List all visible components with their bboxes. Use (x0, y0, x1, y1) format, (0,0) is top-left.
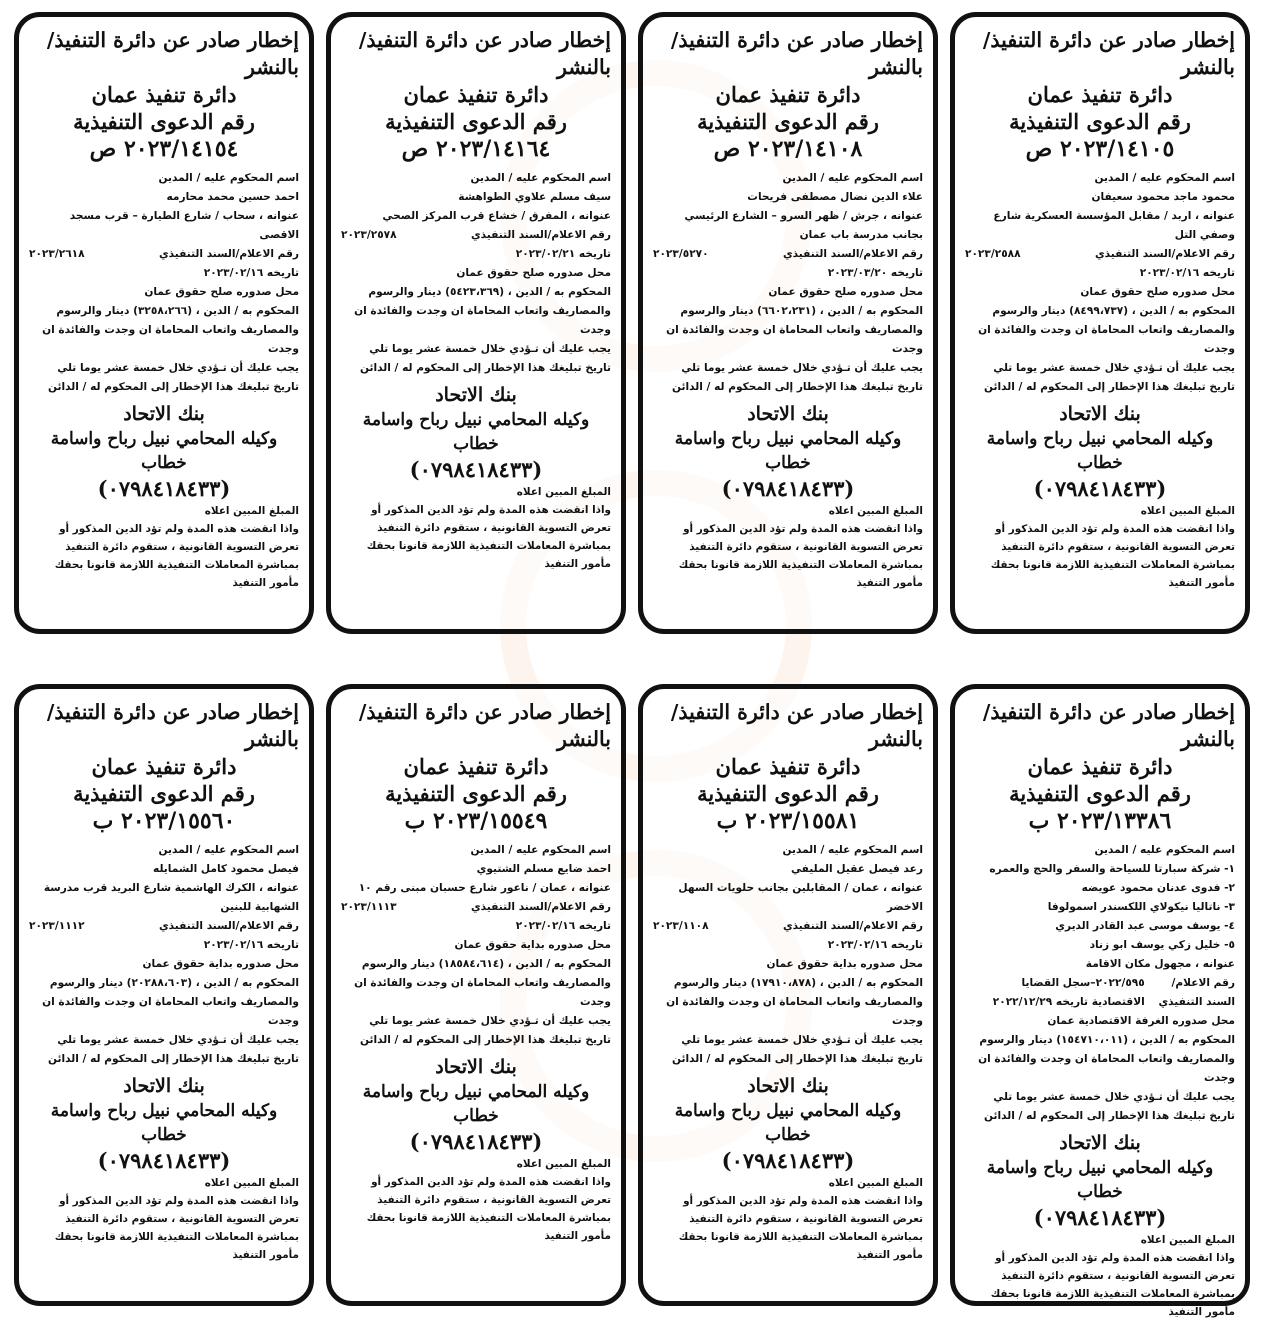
notice-footer (653, 1174, 923, 1264)
notice-card (14, 12, 314, 634)
case-number: ٢٠٢٣/١٥٥٦٠ ب (92, 808, 236, 834)
issuing-court: محل صدوره بداية حقوق عمان (142, 958, 299, 970)
issuing-court: محل صدوره صلح حقوق عمان (144, 286, 299, 298)
document-row (653, 917, 923, 936)
document-label: رقم الاعلام/السند التنفيذي (470, 229, 611, 241)
issuing-court: محل صدوره صلح حقوق عمان (1080, 286, 1235, 298)
payment-instruction: يجب عليك أن تـؤدي خلال خمسة عشر يوما تلي تاريخ تبليغك هذا الإخطار إلى المحكوم له / الدائن (672, 362, 923, 393)
debtor-label: اسم المحكوم عليه / المدين (1094, 844, 1235, 856)
department-name: دائرة تنفيذ عمان (91, 82, 237, 107)
notice-card (326, 684, 626, 1306)
payment-instruction: يجب عليك أن تـؤدي خلال خمسة عشر يوما تلي تاريخ تبليغك هذا الإخطار إلى المحكوم له / الدائن (360, 1015, 611, 1046)
debtor-label: اسم المحكوم عليه / المدين (782, 844, 923, 856)
notice-body (341, 841, 611, 1050)
document-label: رقم الاعلام/السند التنفيذي (782, 248, 923, 260)
document-date: تاريخه ٢٠٢٣/٠٢/١٦ (515, 920, 611, 932)
debtor-list (29, 188, 299, 207)
amount-note: المبلغ المبين اعلاه (516, 1158, 611, 1170)
judgment-amount: المحكوم به / الدين ، (١٧٩١٠،٨٧٨) دينار والرسوم والمصاريف واتعاب المحاماة ان وجدت والفائدة ان وجدت (666, 977, 923, 1027)
lawyer-name: وكيله المحامي نبيل رباح واسامة خطاب (674, 429, 902, 473)
document-label: رقم الاعلام/السند التنفيذي (782, 920, 923, 932)
notice-card (14, 684, 314, 1306)
payment-instruction: يجب عليك أن تـؤدي خلال خمسة عشر يوما تلي تاريخ تبليغك هذا الإخطار إلى المحكوم له / الدائن (672, 1034, 923, 1065)
department-name: دائرة تنفيذ عمان (91, 754, 237, 779)
document-label: رقم الاعلام/السند التنفيذي (1094, 248, 1235, 260)
payment-instruction: يجب عليك أن تـؤدي خلال خمسة عشر يوما تلي تاريخ تبليغك هذا الإخطار إلى المحكوم له / الدائن (984, 1091, 1235, 1122)
document-number: ٢٠٢٣/٢٦١٨ (29, 248, 85, 260)
payment-instruction: يجب عليك أن تـؤدي خلال خمسة عشر يوما تلي تاريخ تبليغك هذا الإخطار إلى المحكوم له / الدائن (48, 1034, 299, 1065)
enforcement-officer: مأمور التنفيذ (232, 577, 299, 589)
amount-note: المبلغ المبين اعلاه (828, 505, 923, 517)
debtor-list (965, 188, 1235, 207)
case-label: رقم الدعوى التنفيذية (697, 781, 879, 806)
document-number: ٢٠٢٣/١١١٣ (341, 901, 397, 913)
notice-footer (29, 502, 299, 592)
lawyer-name: وكيله المحامي نبيل رباح واسامة خطاب (362, 1082, 590, 1126)
notice-title: إخطار صادر عن دائرة التنفيذ/ بالنشر (670, 28, 923, 79)
enforcement-warning: واذا انقضت هذه المدة ولم تؤد الدين المذكور أو تعرض التسوية القانونية ، ستقوم دائرة التنفيذ بمباشرة المعاملات التنفيذية اللازمة قانونا بحقك (990, 523, 1235, 571)
creditor-bank: بنك الاتحاد (1059, 403, 1141, 425)
enforcement-warning: واذا انقضت هذه المدة ولم تؤد الدين المذكور أو تعرض التسوية القانونية ، ستقوم دائرة التنفيذ بمباشرة المعاملات التنفيذية اللازمة قانونا بحقك (678, 1195, 923, 1243)
document-row (965, 974, 1235, 1012)
enforcement-warning: واذا انقضت هذه المدة ولم تؤد الدين المذكور أو تعرض التسوية القانونية ، ستقوم دائرة التنفيذ بمباشرة المعاملات التنفيذية اللازمة قانونا بحقك (366, 1176, 611, 1224)
lawyer-name: وكيله المحامي نبيل رباح واسامة خطاب (50, 429, 278, 473)
lawyer-name: وكيله المحامي نبيل رباح واسامة خطاب (362, 410, 590, 454)
issuing-court: محل صدوره الغرفة الاقتصادية عمان (1047, 1015, 1235, 1027)
lawyer-name: وكيله المحامي نبيل رباح واسامة خطاب (986, 429, 1214, 473)
notice-footer (965, 502, 1235, 592)
creditor-bank: بنك الاتحاد (747, 403, 829, 425)
department-name: دائرة تنفيذ عمان (715, 754, 861, 779)
notice-footer (965, 1231, 1235, 1321)
document-number: ٢٠٢٢/٥٩٥–سجل القضايا الاقتصادية تاريخه ٢٠٢٢/١٢/٢٩ (992, 977, 1145, 1008)
debtor-address: عنوانه ، الكرك الهاشمية شارع البريد قرب مدرسة الشهابية للبنين (43, 882, 299, 913)
case-label: رقم الدعوى التنفيذية (1009, 109, 1191, 134)
enforcement-officer: مأمور التنفيذ (1168, 577, 1235, 589)
document-date: تاريخه ٢٠٢٣/٠٢/١٦ (827, 939, 923, 951)
notice-body (653, 169, 923, 397)
debtor-name: ١- شركة سبارتا للسياحة والسفر والحج والعمره (989, 863, 1235, 875)
notice-body (29, 169, 299, 397)
document-date: تاريخه ٢٠٢٣/٠٣/٢٠ (827, 267, 923, 279)
case-number: ٢٠٢٣/١٣٣٨٦ ب (1028, 808, 1172, 834)
debtor-label: اسم المحكوم عليه / المدين (158, 172, 299, 184)
notice-footer (653, 502, 923, 592)
enforcement-officer: مأمور التنفيذ (1168, 1306, 1235, 1318)
document-row (29, 245, 299, 264)
notice-title: إخطار صادر عن دائرة التنفيذ/ بالنشر (46, 700, 299, 751)
document-number: ٢٠٢٣/١١٠٨ (653, 920, 709, 932)
debtor-address: عنوانه ، جرش / ظهر السرو – الشارع الرئيسي بجانب مدرسة باب عمان (684, 210, 923, 241)
enforcement-warning: واذا انقضت هذه المدة ولم تؤد الدين المذكور أو تعرض التسوية القانونية ، ستقوم دائرة التنفيذ بمباشرة المعاملات التنفيذية اللازمة قانونا بحقك (54, 523, 299, 571)
debtor-label: اسم المحكوم عليه / المدين (470, 844, 611, 856)
notice-body (965, 169, 1235, 397)
notices-grid (14, 12, 1250, 1318)
notice-body (341, 169, 611, 378)
lawyer-phone: (٠٧٩٨٤١٨٤٣٣) (97, 1148, 231, 1173)
debtor-name: محمود ماجد محمود سعيفان (1091, 191, 1235, 203)
debtor-name: ٥- خليل زكي يوسف ابو زناد (1089, 939, 1235, 951)
notice-card (638, 684, 938, 1306)
enforcement-officer: مأمور التنفيذ (232, 1249, 299, 1261)
debtor-label: اسم المحكوم عليه / المدين (158, 844, 299, 856)
judgment-amount: المحكوم به / الدين ، (٨٤٩٩،٧٣٧) دينار والرسوم والمصاريف واتعاب المحاماة ان وجدت والفائدة ان وجدت (978, 305, 1235, 355)
judgment-amount: المحكوم به / الدين ، (١٥٤٧١٠،٠١١) دينار والرسوم والمصاريف واتعاب المحاماة ان وجدت والفائدة ان وجدت (978, 1034, 1235, 1084)
debtor-address: عنوانه ، مجهول مكان الاقامة (1085, 958, 1235, 970)
debtor-address: عنوانه ، المفرق / خشاع قرب المركز الصحي (382, 210, 611, 222)
debtor-list (965, 860, 1235, 955)
debtor-name: ٣- ناتاليا نيكولاي اللكسندر اسمولوفا (1047, 901, 1235, 913)
lawyer-name: وكيله المحامي نبيل رباح واسامة خطاب (50, 1101, 278, 1145)
judgment-amount: المحكوم به / الدين ، (٦٦٠٢،٢٣١) دينار والرسوم والمصاريف واتعاب المحاماة ان وجدت والفائدة ان وجدت (666, 305, 923, 355)
debtor-name: ٤- يوسف موسى عبد القادر الديري (1055, 920, 1235, 932)
lawyer-phone: (٠٧٩٨٤١٨٤٣٣) (97, 476, 231, 501)
document-date: تاريخه ٢٠٢٣/٠٢/١٦ (203, 939, 299, 951)
document-row (341, 898, 611, 917)
document-number: ٢٠٢٣/٢٥٧٨ (341, 229, 397, 241)
lawyer-phone: (٠٧٩٨٤١٨٤٣٣) (409, 457, 543, 482)
debtor-label: اسم المحكوم عليه / المدين (470, 172, 611, 184)
department-name: دائرة تنفيذ عمان (1027, 754, 1173, 779)
debtor-name: احمد ضايع مسلم الشتيوي (476, 863, 611, 875)
debtor-list (341, 860, 611, 879)
creditor-bank: بنك الاتحاد (1059, 1132, 1141, 1154)
debtor-address: عنوانه ، عمان / المقابلين بجانب حلويات السهل الاخضر (678, 882, 923, 913)
debtor-address: عنوانه ، عمان / ناعور شارع حسبان مبنى رقم ١٠ (358, 882, 611, 894)
debtor-address: عنوانه ، سحاب / شارع الطيارة – قرب مسجد الاقصى (69, 210, 299, 241)
payment-instruction: يجب عليك أن تـؤدي خلال خمسة عشر يوما تلي تاريخ تبليغك هذا الإخطار إلى المحكوم له / الدائن (48, 362, 299, 393)
creditor-bank: بنك الاتحاد (747, 1075, 829, 1097)
lawyer-phone: (٠٧٩٨٤١٨٤٣٣) (1033, 476, 1167, 501)
debtor-name: احمد حسين محمد محارمه (166, 191, 299, 203)
amount-note: المبلغ المبين اعلاه (204, 505, 299, 517)
amount-note: المبلغ المبين اعلاه (828, 1177, 923, 1189)
notice-card (950, 684, 1250, 1318)
enforcement-warning: واذا انقضت هذه المدة ولم تؤد الدين المذكور أو تعرض التسوية القانونية ، ستقوم دائرة التنفيذ بمباشرة المعاملات التنفيذية اللازمة قانونا بحقك (678, 523, 923, 571)
debtor-name: سيف مسلم علاوي الطواهشة (458, 191, 611, 203)
case-label: رقم الدعوى التنفيذية (385, 109, 567, 134)
debtor-address: عنوانه ، اربد / مقابل المؤسسة العسكرية شارع وصفي التل (993, 210, 1235, 241)
lawyer-phone: (٠٧٩٨٤١٨٤٣٣) (1033, 1205, 1167, 1230)
notice-footer (341, 483, 611, 573)
notice-title: إخطار صادر عن دائرة التنفيذ/ بالنشر (670, 700, 923, 751)
department-name: دائرة تنفيذ عمان (715, 82, 861, 107)
document-row (341, 226, 611, 245)
judgment-amount: المحكوم به / الدين ، (٣٢٥٨،٢٦٦) دينار والرسوم والمصاريف واتعاب المحاماة ان وجدت والفائدة ان وجدت (42, 305, 299, 355)
amount-note: المبلغ المبين اعلاه (204, 1177, 299, 1189)
enforcement-officer: مأمور التنفيذ (544, 1230, 611, 1242)
department-name: دائرة تنفيذ عمان (403, 754, 549, 779)
notice-title: إخطار صادر عن دائرة التنفيذ/ بالنشر (358, 28, 611, 79)
document-date: تاريخه ٢٠٢٣/٠٢/١٦ (203, 267, 299, 279)
creditor-bank: بنك الاتحاد (435, 384, 517, 406)
debtor-list (653, 188, 923, 207)
document-date: تاريخه ٢٠٢٣/٠٢/١٦ (1139, 267, 1235, 279)
debtor-name: ٢- فدوى عدنان محمود عويضه (1081, 882, 1235, 894)
notice-title: إخطار صادر عن دائرة التنفيذ/ بالنشر (982, 700, 1235, 751)
enforcement-warning: واذا انقضت هذه المدة ولم تؤد الدين المذكور أو تعرض التسوية القانونية ، ستقوم دائرة التنفيذ بمباشرة المعاملات التنفيذية اللازمة قانونا بحقك (54, 1195, 299, 1243)
lawyer-phone: (٠٧٩٨٤١٨٤٣٣) (721, 1148, 855, 1173)
case-number: ٢٠٢٣/١٥٥٨١ ب (716, 808, 860, 834)
payment-instruction: يجب عليك أن تـؤدي خلال خمسة عشر يوما تلي تاريخ تبليغك هذا الإخطار إلى المحكوم له / الدائن (360, 343, 611, 374)
notice-card (950, 12, 1250, 634)
case-label: رقم الدعوى التنفيذية (697, 109, 879, 134)
debtor-name: علاء الدين نضال مصطفى فريحات (747, 191, 923, 203)
lawyer-name: وكيله المحامي نبيل رباح واسامة خطاب (986, 1158, 1214, 1202)
creditor-bank: بنك الاتحاد (123, 1075, 205, 1097)
case-number: ٢٠٢٣/١٤١٠٨ ص (713, 136, 863, 162)
document-label: رقم الاعلام/السند التنفيذي (1158, 977, 1235, 1008)
payment-instruction: يجب عليك أن تـؤدي خلال خمسة عشر يوما تلي تاريخ تبليغك هذا الإخطار إلى المحكوم له / الدائن (984, 362, 1235, 393)
lawyer-name: وكيله المحامي نبيل رباح واسامة خطاب (674, 1101, 902, 1145)
notice-title: إخطار صادر عن دائرة التنفيذ/ بالنشر (982, 28, 1235, 79)
notice-card (638, 12, 938, 634)
debtor-name: فيصل محمود كامل الشمايله (153, 863, 299, 875)
document-label: رقم الاعلام/السند التنفيذي (158, 248, 299, 260)
notice-body (29, 841, 299, 1069)
judgment-amount: المحكوم به / الدين ، (٥٤٢٣،٣٦٩) دينار والرسوم والمصاريف واتعاب المحاماة ان وجدت والفائدة ان وجدت (354, 286, 611, 336)
issuing-court: محل صدوره بداية حقوق عمان (454, 939, 611, 951)
document-number: ٢٠٢٣/١١١٢ (29, 920, 85, 932)
debtor-list (653, 860, 923, 879)
case-label: رقم الدعوى التنفيذية (73, 781, 255, 806)
notice-title: إخطار صادر عن دائرة التنفيذ/ بالنشر (358, 700, 611, 751)
enforcement-officer: مأمور التنفيذ (856, 1249, 923, 1261)
lawyer-phone: (٠٧٩٨٤١٨٤٣٣) (409, 1129, 543, 1154)
department-name: دائرة تنفيذ عمان (1027, 82, 1173, 107)
notice-footer (29, 1174, 299, 1264)
amount-note: المبلغ المبين اعلاه (516, 486, 611, 498)
issuing-court: محل صدوره بداية حقوق عمان (766, 958, 923, 970)
department-name: دائرة تنفيذ عمان (403, 82, 549, 107)
notice-title: إخطار صادر عن دائرة التنفيذ/ بالنشر (46, 28, 299, 79)
case-number: ٢٠٢٣/١٤١٦٤ ص (401, 136, 551, 162)
debtor-list (29, 860, 299, 879)
case-number: ٢٠٢٣/١٤١٥٤ ص (89, 136, 239, 162)
debtor-list (341, 188, 611, 207)
enforcement-officer: مأمور التنفيذ (856, 577, 923, 589)
issuing-court: محل صدوره صلح حقوق عمان (768, 286, 923, 298)
notice-footer (341, 1155, 611, 1245)
case-number: ٢٠٢٣/١٤١٠٥ ص (1025, 136, 1175, 162)
creditor-bank: بنك الاتحاد (123, 403, 205, 425)
debtor-label: اسم المحكوم عليه / المدين (1094, 172, 1235, 184)
lawyer-phone: (٠٧٩٨٤١٨٤٣٣) (721, 476, 855, 501)
creditor-bank: بنك الاتحاد (435, 1056, 517, 1078)
document-number: ٢٠٢٣/٢٥٨٨ (965, 248, 1021, 260)
amount-note: المبلغ المبين اعلاه (1140, 505, 1235, 517)
document-row (29, 917, 299, 936)
issuing-court: محل صدوره صلح حقوق عمان (456, 267, 611, 279)
document-row (965, 245, 1235, 264)
case-label: رقم الدعوى التنفيذية (385, 781, 567, 806)
case-label: رقم الدعوى التنفيذية (1009, 781, 1191, 806)
enforcement-warning: واذا انقضت هذه المدة ولم تؤد الدين المذكور أو تعرض التسوية القانونية ، ستقوم دائرة التنفيذ بمباشرة المعاملات التنفيذية اللازمة قانونا بحقك (366, 504, 611, 552)
notice-card (326, 12, 626, 634)
amount-note: المبلغ المبين اعلاه (1140, 1234, 1235, 1246)
document-label: رقم الاعلام/السند التنفيذي (470, 901, 611, 913)
notice-body (965, 841, 1235, 1126)
document-label: رقم الاعلام/السند التنفيذي (158, 920, 299, 932)
judgment-amount: المحكوم به / الدين ، (١٨٥٨٤،٦١٤) دينار والرسوم والمصاريف واتعاب المحاماة ان وجدت والفائدة ان وجدت (354, 958, 611, 1008)
debtor-name: رعد فيصل عقيل المليفي (790, 863, 923, 875)
document-row (653, 245, 923, 264)
document-date: تاريخه ٢٠٢٣/٠٢/٢١ (515, 248, 611, 260)
document-number: ٢٠٢٣/٥٢٧٠ (653, 248, 709, 260)
enforcement-warning: واذا انقضت هذه المدة ولم تؤد الدين المذكور أو تعرض التسوية القانونية ، ستقوم دائرة التنفيذ بمباشرة المعاملات التنفيذية اللازمة قانونا بحقك (990, 1252, 1235, 1300)
notice-body (653, 841, 923, 1069)
judgment-amount: المحكوم به / الدين ، (٢٠٢٨٨،٦٠٣) دينار والرسوم والمصاريف واتعاب المحاماة ان وجدت والفائدة ان وجدت (42, 977, 299, 1027)
case-label: رقم الدعوى التنفيذية (73, 109, 255, 134)
case-number: ٢٠٢٣/١٥٥٤٩ ب (404, 808, 548, 834)
debtor-label: اسم المحكوم عليه / المدين (782, 172, 923, 184)
enforcement-officer: مأمور التنفيذ (544, 558, 611, 570)
